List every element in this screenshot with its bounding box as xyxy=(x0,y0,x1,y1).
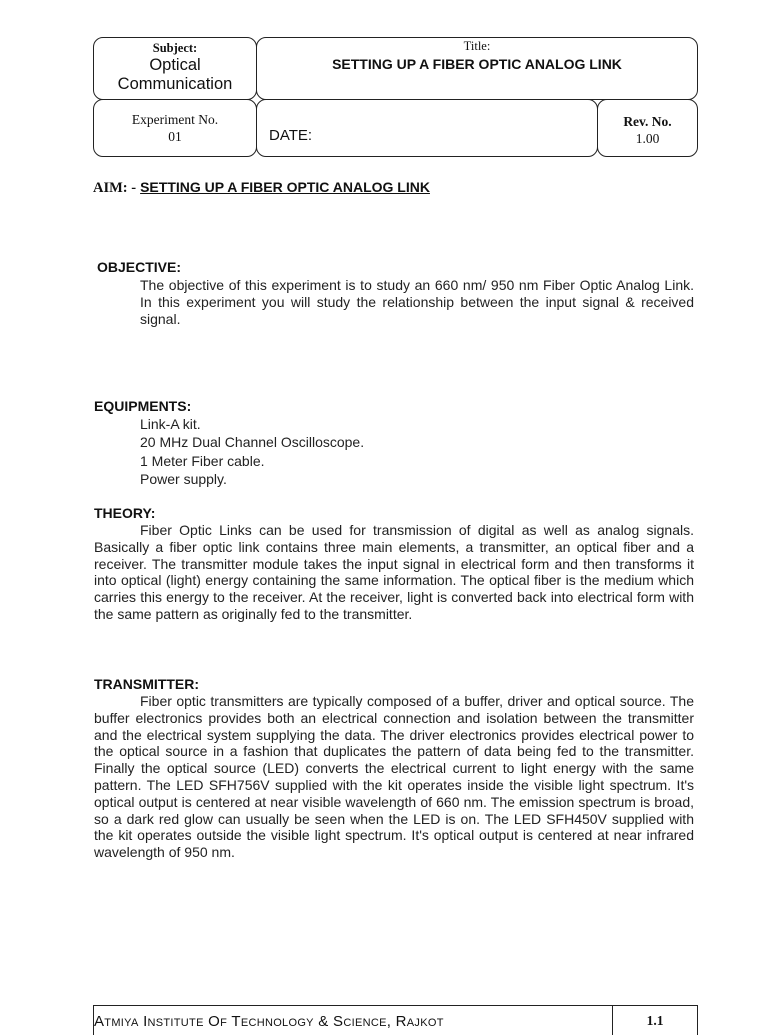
date-box xyxy=(256,99,598,157)
equipments-heading: EQUIPMENTS: xyxy=(94,398,192,414)
title-box xyxy=(256,37,698,100)
subject-line-1: Optical xyxy=(149,56,201,74)
equipment-item: 1 Meter Fiber cable. xyxy=(140,452,265,469)
equipment-list xyxy=(140,415,364,489)
aim-text: SETTING UP A FIBER OPTIC ANALOG LINK xyxy=(140,179,430,195)
title-label: Title: xyxy=(463,39,491,53)
subject-box xyxy=(93,37,257,100)
aim-line xyxy=(93,179,430,197)
revision-box xyxy=(597,99,698,157)
objective-heading: OBJECTIVE: xyxy=(97,259,182,275)
experiment-label: Experiment No. xyxy=(131,112,219,127)
subject-label: Subject: xyxy=(152,41,198,55)
revision-label: Rev. No. xyxy=(623,114,672,129)
theory-heading: THEORY: xyxy=(94,505,156,521)
transmitter-heading: TRANSMITTER: xyxy=(94,676,199,692)
footer-institute-name: Atmiya Institute Of Technology & Science, Rajkot xyxy=(94,1013,444,1030)
footer-institute-box xyxy=(93,1005,613,1035)
equipment-item: Power supply. xyxy=(140,471,227,488)
objective-text: The objective of this experiment is to study an 660 nm/ 950 nm Fiber Optic Analog Link. In this experiment you will study the relationship between the input signal & received signal. xyxy=(140,277,694,327)
footer-page-number: 1.1 xyxy=(646,1013,664,1028)
document-title: SETTING UP A FIBER OPTIC ANALOG LINK xyxy=(332,56,622,72)
date-label: DATE: xyxy=(269,127,313,144)
experiment-number: 01 xyxy=(168,129,182,144)
aim-label: AIM: - xyxy=(93,180,137,196)
footer-page-box xyxy=(612,1005,698,1035)
equipment-item: 20 MHz Dual Channel Oscilloscope. xyxy=(140,434,365,451)
transmitter-text: Fiber optic transmitters are typically composed of a buffer, driver and optical source. The buffer electronics provides both an electrical connection and isolation between the transmitter and the electrical system supplying the data. The driver electronics provides electrical power to the optical source in a fashion that duplicates the pattern of data being fed to the transmitter. Finally the optical source (LED) converts the electrical current to light energy with the same pattern. The LED SFH756V supplied with the kit operates inside the visible light spectrum. It's optical output is centered at near visible wavelength of 660 nm. The emission spectrum is broad, so a dark red glow can usually be seen when the LED is on. The LED SFH450V supplied with the kit operates outside the visible light spectrum. It's optical output is centered at near infrared wavelength of 950 nm. xyxy=(94,693,694,861)
experiment-box xyxy=(93,99,257,157)
equipment-item: Link-A kit. xyxy=(140,416,201,432)
theory-text: Fiber Optic Links can be used for transmission of digital as well as analog signals. Basically a fiber optic link contains three main elements, a transmitter, an optical fiber and a receiver. The transmitter module takes the input signal in electrical form and then transforms it into optical (light) energy containing the same information. The optical fiber is the medium which carries this energy to the receiver. At the receiver, light is converted back into electrical form with the same pattern as originally fed to the transmitter. xyxy=(94,522,694,622)
subject-line-2: Communication xyxy=(117,75,233,93)
revision-number: 1.00 xyxy=(635,131,660,146)
